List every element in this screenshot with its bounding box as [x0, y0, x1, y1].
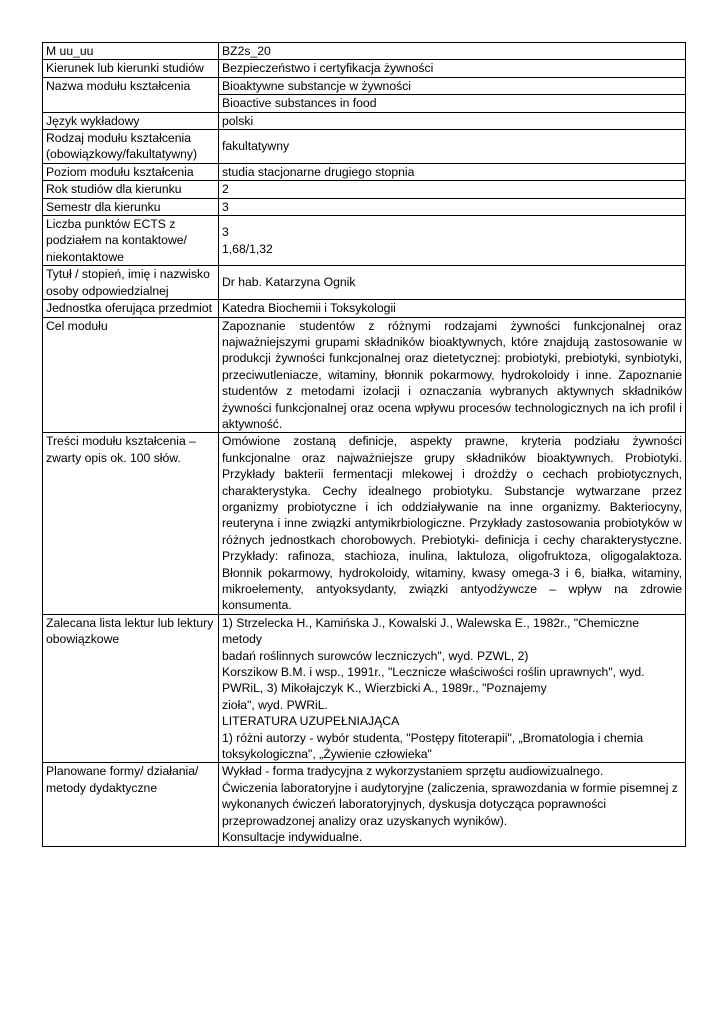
value-poziom: studia stacjonarne drugiego stopnia	[219, 163, 686, 180]
row-ects	[43, 216, 686, 266]
label-metody: Planowane formy/ działania/ metody dydaktyczne	[43, 763, 219, 846]
module-table	[42, 42, 686, 847]
value-metody	[219, 763, 686, 846]
lektury-line: 1) różni autorzy - wybór studenta, "Postępy fitoterapii", „Bromatologia i chemia	[222, 730, 644, 745]
row-poziom	[43, 163, 686, 180]
row-jednostka	[43, 300, 686, 317]
value-jednostka: Katedra Biochemii i Toksykologii	[219, 300, 686, 317]
row-semestr	[43, 198, 686, 215]
row-rok	[43, 181, 686, 198]
lektury-line: 1) Strzelecka H., Kamińska J., Kowalski J., Walewska E., 1982r., "Chemiczne metody	[222, 615, 640, 647]
row-kierunek	[43, 60, 686, 77]
value-ects	[219, 216, 686, 266]
label-tresci: Treści modułu kształcenia – zwarty opis ok. 100 słów.	[43, 433, 219, 614]
label-kierunek: Kierunek lub kierunki studiów	[43, 60, 219, 77]
value-nazwa-pl: Bioaktywne substancje w żywności	[219, 77, 686, 94]
row-osoba	[43, 266, 686, 300]
metody-line: wykonanych ćwiczeń laboratoryjnych, dyskusja dotycząca poprawności	[222, 797, 607, 812]
metody-line: Ćwiczenia laboratoryjne i audytoryjne (zaliczenia, sprawozdania w formie pisemnej z	[222, 780, 678, 795]
value-tresci: Omówione zostaną definicje, aspekty prawne, kryteria podziału żywności funkcjonalne oraz najważniejsze grupy składników bioaktywnych. Probiotyki. Przykłady bakterii fermentacji mlekowej i drożdży o cechach probiotycznych, charakterystyka. Cechy idealnego probiotyku. Substancje wytwarzane przez organizmy probiotyczne i ich oddziaływanie na inne organizmy. Bakteriocyny, reuteryna i inne związki antymikrbiologiczne. Przykłady zastosowania probiotyków w różnych jednostkach chorobowych. Prebiotyki- definicja i cechy charakterystyczne. Przykłady: rafinoza, stachioza, inulina, laktuloza, oligofruktoza, oligogalaktoza. Błonnik pokarmowy, hydrokoloidy, witaminy, kwasy omega-3 i 6, białka, witaminy, mikroelementy, antyoksydanty, związki antyodżywcze – wpływ na zdrowie konsumenta.	[219, 433, 686, 614]
lektury-line: Korszikow B.M. i wsp., 1991r., "Lecznicze właściwości roślin uprawnych", wyd.	[222, 665, 645, 680]
module-card	[42, 42, 686, 847]
label-semestr: Semestr dla kierunku	[43, 198, 219, 215]
label-cel: Cel modułu	[43, 317, 219, 433]
row-metody	[43, 763, 686, 846]
label-osoba: Tytuł / stopień, imię i nazwisko osoby odpowiedzialnej	[43, 266, 219, 300]
value-semestr: 3	[219, 198, 686, 215]
ects-split: 1,68/1,32	[222, 241, 273, 256]
value-code: BZ2s_20	[219, 43, 686, 60]
label-jezyk: Język wykładowy	[43, 112, 219, 129]
lektury-line: badań roślinnych surowców leczniczych", wyd. PZWL, 2)	[222, 648, 529, 663]
value-rok: 2	[219, 181, 686, 198]
row-tresci	[43, 433, 686, 614]
label-lektury: Zalecana lista lektur lub lektury obowiązkowe	[43, 614, 219, 763]
lektury-line: LITERATURA UZUPEŁNIAJĄCA	[222, 714, 400, 729]
value-lektury	[219, 614, 686, 763]
metody-line: Konsultacje indywidualne.	[222, 830, 363, 845]
label-nazwa: Nazwa modułu kształcenia	[43, 77, 219, 112]
metody-line: Wykład - forma tradycyjna z wykorzystaniem sprzętu audiowizualnego.	[222, 764, 604, 779]
label-ects: Liczba punktów ECTS z podziałem na kontaktowe/ niekontaktowe	[43, 216, 219, 266]
row-lektury	[43, 614, 686, 763]
label-rodzaj: Rodzaj modułu kształcenia (obowiązkowy/fakultatywny)	[43, 130, 219, 164]
label-rok: Rok studiów dla kierunku	[43, 181, 219, 198]
row-nazwa-pl	[43, 77, 686, 94]
label-poziom: Poziom modułu kształcenia	[43, 163, 219, 180]
value-osoba: Dr hab. Katarzyna Ognik	[219, 266, 686, 300]
label-code: M uu_uu	[43, 43, 219, 60]
value-jezyk: polski	[219, 112, 686, 129]
lektury-line: PWRiL, 3) Mikołajczyk K., Wierzbicki A., 1989r., "Poznajemy	[222, 681, 547, 696]
ects-total: 3	[222, 225, 229, 240]
row-cel	[43, 317, 686, 433]
row-code	[43, 43, 686, 60]
value-rodzaj: fakultatywny	[219, 130, 686, 164]
lektury-line: toksykologiczna", „Żywienie człowieka"	[222, 747, 432, 762]
value-cel: Zapoznanie studentów z różnymi rodzajami żywności funkcjonalnej oraz najważniejszymi grupami składników bioaktywnych, które znajdują zastosowanie w produkcji żywności funkcjonalnej oraz dietetycznej: probiotyki, prebiotyki, synbiotyki, przeciwutleniacze, witaminy, błonnik pokarmowy, hydrokoloidy i inne. Zapoznanie studentów z metodami izolacji i oznaczania wybranych aktywnych składników żywności funkcjonalnej oraz ocena wpływu procesów technologicznych na ich profil i aktywność.	[219, 317, 686, 433]
metody-line: przeprowadzonej analizy oraz uzyskanych wyników).	[222, 813, 508, 828]
row-rodzaj	[43, 130, 686, 164]
row-jezyk	[43, 112, 686, 129]
label-jednostka: Jednostka oferująca przedmiot	[43, 300, 219, 317]
value-kierunek: Bezpieczeństwo i certyfikacja żywności	[219, 60, 686, 77]
value-nazwa-en: Bioactive substances in food	[219, 95, 686, 112]
lektury-line: zioła", wyd. PWRiL.	[222, 697, 328, 712]
